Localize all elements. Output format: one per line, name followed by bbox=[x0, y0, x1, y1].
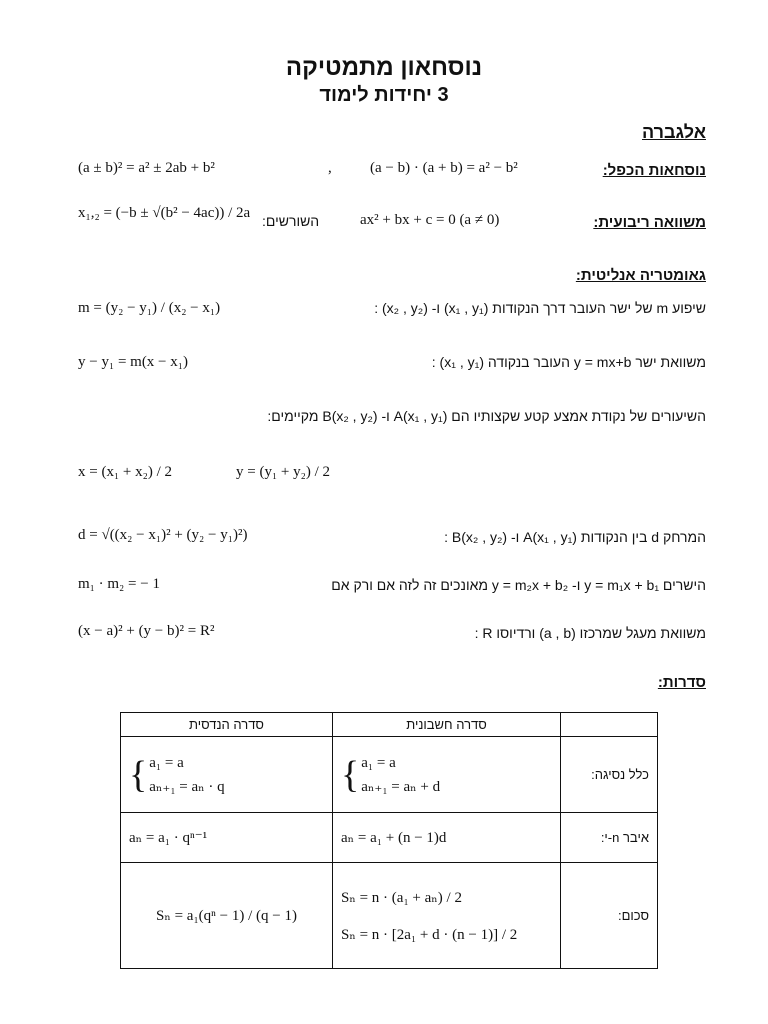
line-text: משוואת ישר y = mx+b העובר בנקודה (x₁ , y₁) : bbox=[431, 354, 706, 370]
geo-recursive-1: a₁ = a bbox=[149, 754, 184, 771]
page-subtitle: 3 יחידות לימוד bbox=[319, 84, 449, 106]
double-formulas-label: נוסחאות הכפל: bbox=[602, 162, 706, 179]
midpoint-x: x = (x₁ + x₂) / 2 bbox=[78, 464, 173, 480]
arith-recursive-2: aₙ₊₁ = aₙ + d bbox=[361, 778, 441, 795]
slope-formula: m = (y₂ − y₁) / (x₂ − x₁) bbox=[78, 300, 221, 316]
circle-formula: (x − a)² + (y − b)² = R² bbox=[78, 623, 215, 639]
roots-formula: x₁,₂ = (−b ± √(b² − 4ac)) / 2a bbox=[78, 205, 251, 221]
row-recursive: כלל נסיגה: bbox=[561, 737, 658, 813]
arith-sum-cell bbox=[333, 863, 561, 969]
analytic-heading: גאומטריה אנליטית: bbox=[575, 267, 706, 284]
midpoint-text: השיעורים של נקודת אמצע קטע שקצותיו הם A(x₁ , y₁) ו- B(x₂ , y₂) מקיימים: bbox=[267, 408, 706, 424]
arith-sum-1: Sₙ = n · (a₁ + aₙ) / 2 bbox=[341, 889, 462, 906]
row-nth: איבר n-י: bbox=[561, 813, 658, 863]
geo-sum: Sₙ = a₁(qⁿ − 1) / (q − 1) bbox=[121, 863, 333, 969]
col-arithmetic: סדרה חשבונית bbox=[333, 713, 561, 737]
page-title: נוסחאון מתמטיקה bbox=[285, 54, 483, 81]
distance-formula: d = √((x₂ − x₁)² + (y₂ − y₁)²) bbox=[78, 527, 248, 543]
geo-recursive-cell: { a₁ = a aₙ₊₁ = aₙ · q bbox=[121, 737, 333, 813]
formula-diff-squares: (a − b) · (a + b) = a² − b² bbox=[370, 160, 518, 176]
arith-nth: aₙ = a₁ + (n − 1)d bbox=[333, 813, 561, 863]
geo-recursive-2: aₙ₊₁ = aₙ · q bbox=[149, 778, 225, 795]
midpoint-y: y = (y₁ + y₂) / 2 bbox=[236, 464, 331, 480]
algebra-heading: אלגברה bbox=[642, 122, 706, 142]
slope-text: שיפוע m של ישר העובר דרך הנקודות (x₁ , y₁) ו- (x₂ , y₂) : bbox=[374, 300, 706, 316]
perpendicular-formula: m₁ · m₂ = − 1 bbox=[78, 576, 160, 592]
sequences-table bbox=[120, 712, 658, 969]
col-geometric: סדרה הנדסית bbox=[121, 713, 333, 737]
quadratic-equation: ax² + bx + c = 0 (a ≠ 0) bbox=[360, 212, 500, 228]
perpendicular-text: הישרים y = m₁x + b₁ ו- y = m₂x + b₂ מאונכים זה לזה אם ורק אם bbox=[331, 577, 706, 593]
arith-recursive-cell: { a₁ = a aₙ₊₁ = aₙ + d bbox=[333, 737, 561, 813]
row-sum: סכום: bbox=[561, 863, 658, 969]
separator: , bbox=[328, 160, 332, 176]
geo-nth: aₙ = a₁ · qⁿ⁻¹ bbox=[121, 813, 333, 863]
corner-cell bbox=[561, 713, 658, 737]
arith-sum-2: Sₙ = n · [2a₁ + d · (n − 1)] / 2 bbox=[341, 926, 518, 943]
circle-text: משוואת מעגל שמרכזו (a , b) ורדיוסו R : bbox=[474, 625, 706, 641]
arith-recursive-1: a₁ = a bbox=[361, 754, 396, 771]
formula-sum-square: (a ± b)² = a² ± 2ab + b² bbox=[78, 160, 215, 176]
quadratic-label: משוואה ריבועית: bbox=[593, 214, 706, 231]
roots-label: השורשים: bbox=[262, 213, 320, 229]
sequences-heading: סדרות: bbox=[657, 674, 706, 691]
line-formula: y − y₁ = m(x − x₁) bbox=[78, 354, 188, 370]
distance-text: המרחק d בין הנקודות A(x₁ , y₁) ו- B(x₂ , y₂) : bbox=[444, 529, 706, 545]
